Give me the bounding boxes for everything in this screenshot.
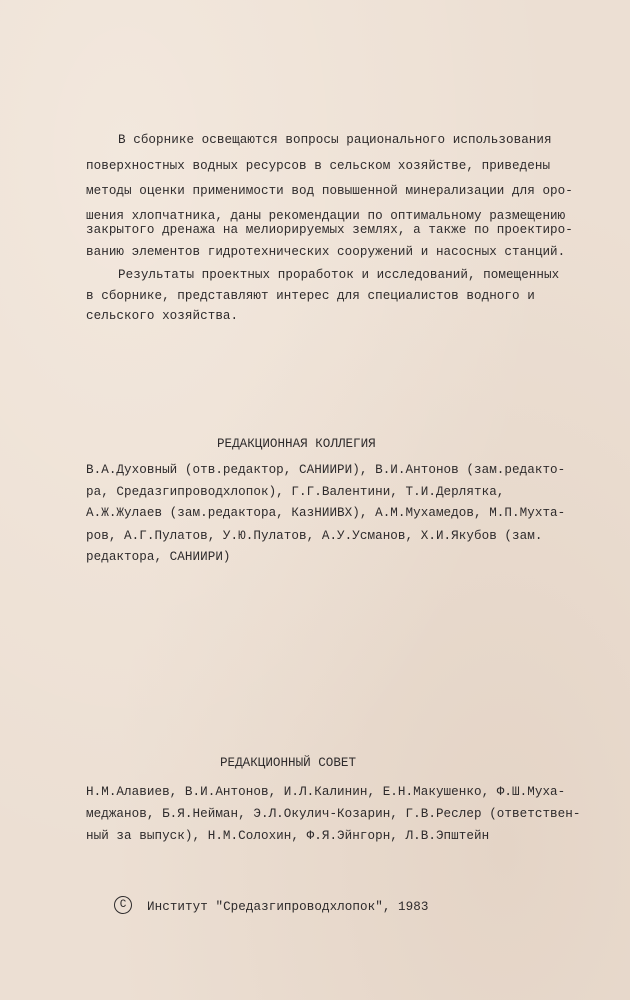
copyright-icon: C [114, 896, 132, 914]
editorial-board-title: РЕДАКЦИОННАЯ КОЛЛЕГИЯ [217, 437, 376, 451]
editorial-board-line: В.А.Духовный (отв.редактор, САНИИРИ), В.И.Антонов (зам.редакто- [86, 463, 566, 477]
abstract-line: закрытого дренажа на мелиорируемых землях, а также по проектиро- [86, 223, 573, 237]
editorial-board-line: ров, А.Г.Пулатов, У.Ю.Пулатов, А.У.Усманов, Х.И.Якубов (зам. [86, 529, 543, 543]
editorial-board-line: ра, Средазгипроводхлопок), Г.Г.Валентини, Т.И.Дерлятка, [86, 485, 505, 499]
abstract-line: в сборнике, представляют интерес для специалистов водного и [86, 289, 535, 303]
abstract-line: поверхностных водных ресурсов в сельском хозяйстве, приведены [86, 159, 551, 173]
editorial-council-title: РЕДАКЦИОННЫЙ СОВЕТ [220, 756, 357, 770]
abstract-line: сельского хозяйства. [86, 309, 239, 323]
editorial-board-line: А.Ж.Жулаев (зам.редактора, КазНИИВХ), А.М.Мухамедов, М.П.Мухта- [86, 506, 566, 520]
abstract-line: В сборнике освещаются вопросы рационального использования [118, 133, 552, 147]
editorial-council-line: Н.М.Алавиев, В.И.Антонов, И.Л.Калинин, Е.Н.Макушенко, Ф.Ш.Муха- [86, 785, 566, 799]
copyright-text: Институт "Средазгипроводхлопок", 1983 [147, 900, 429, 914]
editorial-council-line: меджанов, Б.Я.Нейман, Э.Л.Окулич-Козарин, Г.В.Реслер (ответствен- [86, 807, 581, 821]
abstract-line: Результаты проектных проработок и исследований, помещенных [118, 268, 560, 282]
abstract-line: шения хлопчатника, даны рекомендации по оптимальному размещению [86, 209, 566, 223]
abstract-line: ванию элементов гидротехнических сооружений и насосных станций. [86, 245, 566, 259]
editorial-board-line: редактора, САНИИРИ) [86, 550, 231, 564]
editorial-council-line: ный за выпуск), Н.М.Солохин, Ф.Я.Эйнгорн, Л.В.Эпштейн [86, 829, 490, 843]
abstract-line: методы оценки применимости вод повышенной минерализации для оро- [86, 184, 573, 198]
